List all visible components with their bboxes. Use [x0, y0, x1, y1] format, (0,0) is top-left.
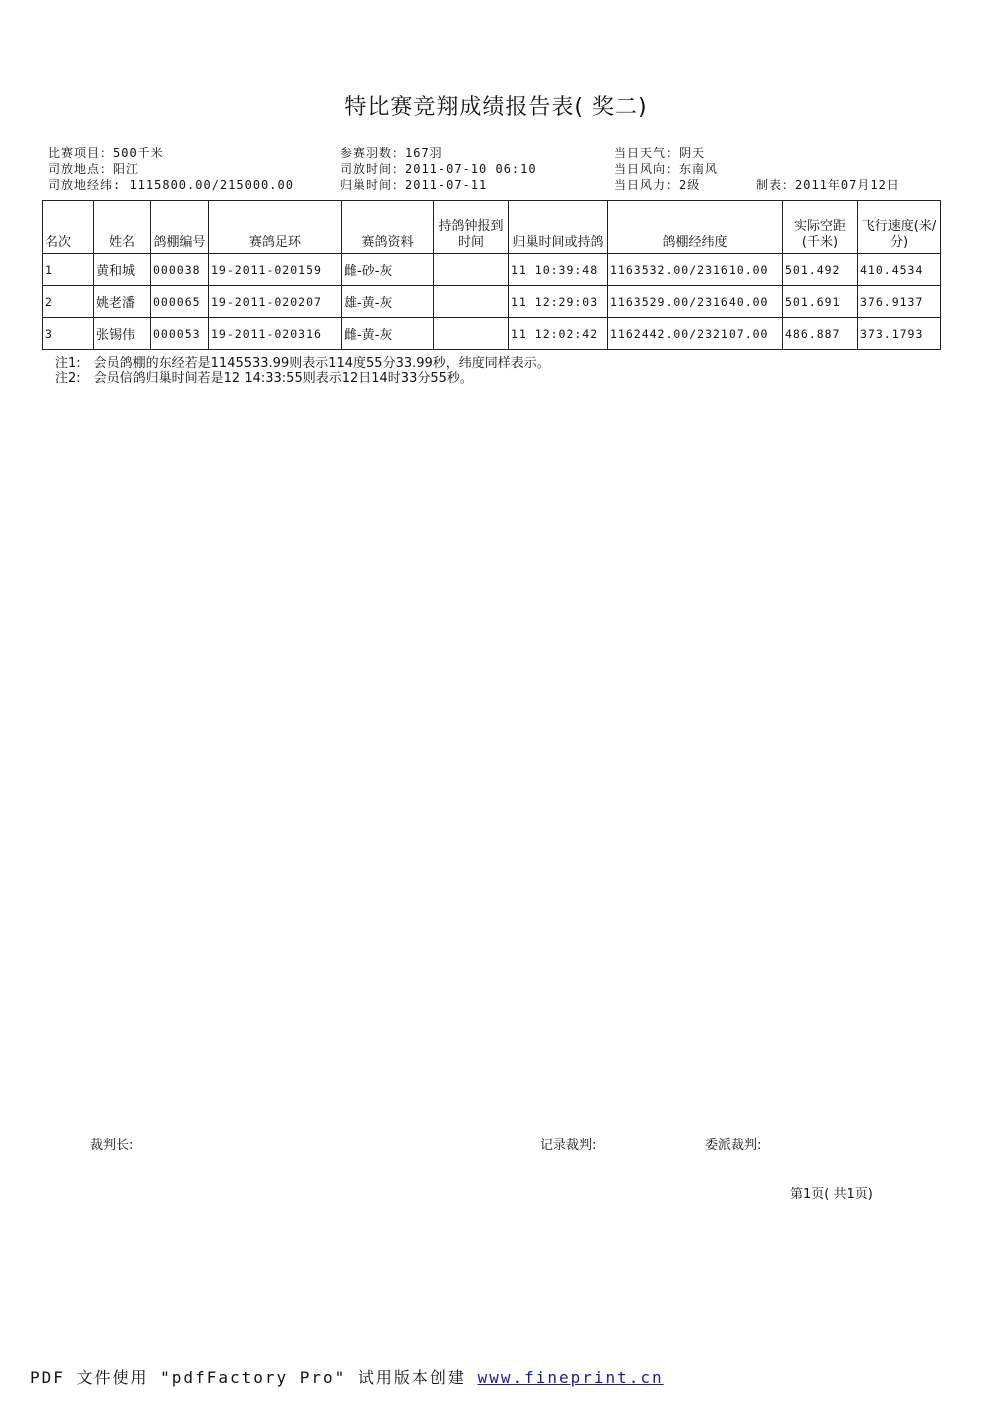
page-number: 第1页( 共1页)	[790, 1187, 873, 1202]
cell-distance: 501.691	[783, 286, 858, 318]
info-release-time: 司放时间：2011-07-10 06:10	[340, 162, 537, 176]
table-header-row	[43, 201, 941, 254]
header-name: 姓名	[94, 201, 151, 254]
signature-delegated-judge: 委派裁判:	[705, 1138, 762, 1153]
cell-speed: 373.1793	[858, 318, 941, 350]
cell-clock-report-time	[434, 254, 509, 286]
cell-loft-number: 000038	[151, 254, 209, 286]
info-entries: 参赛羽数：167羽	[340, 146, 443, 160]
cell-pigeon-info: 雌-黄-灰	[342, 318, 434, 350]
info-return-date: 归巢时间：2011-07-11	[340, 178, 488, 192]
signature-recording-judge: 记录裁判:	[540, 1138, 597, 1153]
header-rank: 名次	[43, 201, 94, 254]
header-speed: 飞行速度(米/分)	[858, 201, 941, 254]
signature-chief-judge: 裁判长:	[90, 1138, 134, 1153]
footer-link[interactable]: www.fineprint.cn	[477, 1368, 664, 1387]
report-title: 特比赛竞翔成绩报告表( 奖二)	[344, 95, 648, 120]
info-event: 比赛项目：500千米	[48, 146, 164, 160]
table-row	[43, 318, 941, 350]
cell-loft-coordinates: 1163532.00/231610.00	[608, 254, 783, 286]
cell-pigeon-info: 雄-黄-灰	[342, 286, 434, 318]
table-row	[43, 286, 941, 318]
info-release-location: 司放地点：阳江	[48, 162, 140, 176]
cell-ring-number: 19-2011-020316	[209, 318, 342, 350]
cell-clock-report-time	[434, 286, 509, 318]
pdf-footer	[30, 1365, 664, 1388]
info-wind-direction: 当日风向：东南风	[614, 162, 719, 176]
note-2: 注2: 会员信鸽归巢时间若是12 14:33:55则表示12日14时33分55秒。	[55, 371, 473, 386]
cell-rank: 3	[43, 318, 94, 350]
cell-distance: 501.492	[783, 254, 858, 286]
info-block-right	[614, 145, 718, 193]
note-1: 注1: 会员鸽棚的东经若是1145533.99则表示114度55分33.99秒，纬度同样表示。	[55, 356, 550, 371]
cell-return-time: 11 12:29:03	[509, 286, 608, 318]
table-row	[43, 254, 941, 286]
header-distance: 实际空距(千米)	[783, 201, 858, 254]
cell-distance: 486.887	[783, 318, 858, 350]
cell-ring-number: 19-2011-020207	[209, 286, 342, 318]
cell-return-time: 11 10:39:48	[509, 254, 608, 286]
cell-name: 张锡伟	[94, 318, 151, 350]
info-block-middle	[340, 145, 537, 193]
header-pigeon-info: 赛鸽资料	[342, 201, 434, 254]
notes	[55, 356, 550, 386]
cell-return-time: 11 12:02:42	[509, 318, 608, 350]
cell-loft-coordinates: 1162442.00/232107.00	[608, 318, 783, 350]
results-table	[42, 200, 941, 350]
cell-rank: 2	[43, 286, 94, 318]
cell-rank: 1	[43, 254, 94, 286]
info-weather: 当日天气：阴天	[614, 146, 706, 160]
info-made-date: 制表：2011年07月12日	[756, 178, 900, 192]
cell-clock-report-time	[434, 318, 509, 350]
info-wind-force: 当日风力：2级	[614, 178, 701, 192]
header-loft-coordinates: 鸽棚经纬度	[608, 201, 783, 254]
footer-text: PDF 文件使用 "pdfFactory Pro" 试用版本创建	[30, 1368, 478, 1387]
cell-speed: 376.9137	[858, 286, 941, 318]
cell-name: 黄和城	[94, 254, 151, 286]
info-release-coordinates: 司放地经纬: 1115800.00/215000.00	[48, 178, 294, 192]
cell-loft-number: 000065	[151, 286, 209, 318]
info-block-left	[48, 145, 294, 193]
cell-pigeon-info: 雌-砂-灰	[342, 254, 434, 286]
cell-loft-number: 000053	[151, 318, 209, 350]
header-loft-number: 鸽棚编号	[151, 201, 209, 254]
header-return-time: 归巢时间或持鸽	[509, 201, 608, 254]
header-clock-report-time: 持鸽钟报到时间	[434, 201, 509, 254]
header-ring-number: 赛鸽足环	[209, 201, 342, 254]
cell-loft-coordinates: 1163529.00/231640.00	[608, 286, 783, 318]
cell-ring-number: 19-2011-020159	[209, 254, 342, 286]
cell-name: 姚老潘	[94, 286, 151, 318]
cell-speed: 410.4534	[858, 254, 941, 286]
